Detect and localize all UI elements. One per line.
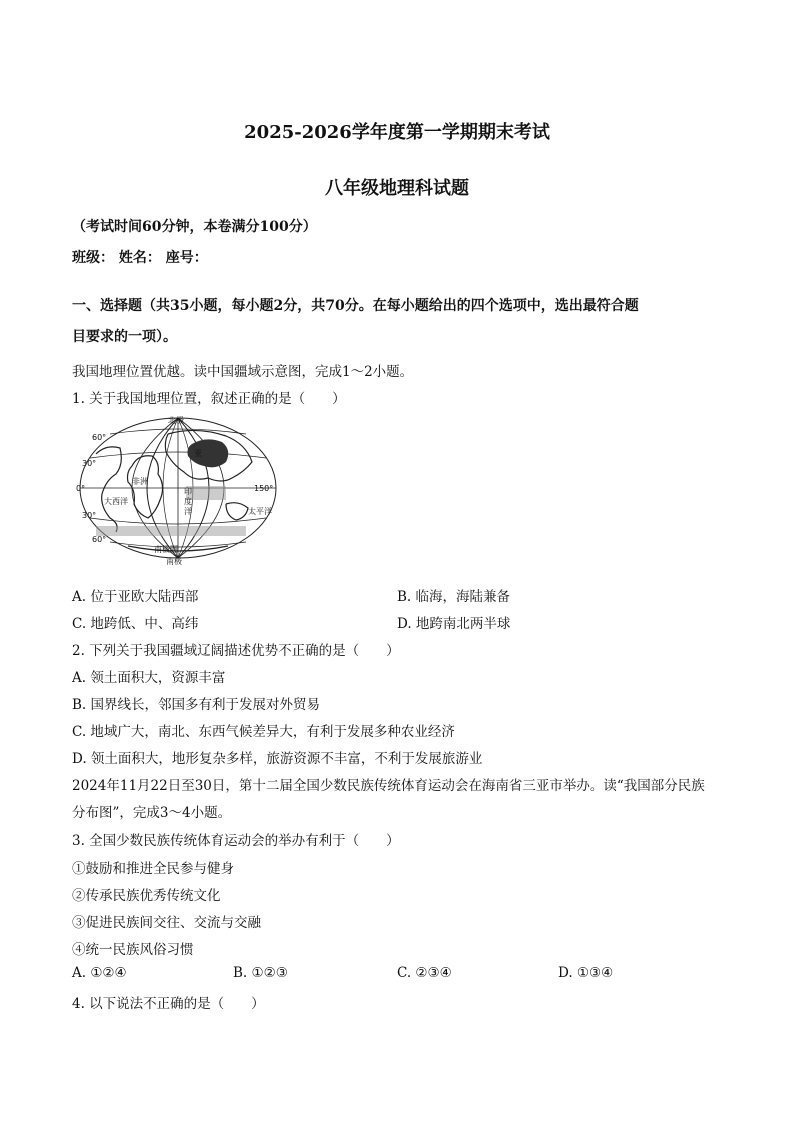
passage-line2: 分布图”，完成3～4小题。 [72, 805, 232, 821]
section-heading-line1: 一、选择题（共35小题，每小题2分，共70分。在每小题给出的四个选项中，选出最符合题 [72, 298, 639, 314]
q2-option-c[interactable]: C. 地域广大，南北、东西气候差异大，有利于发展多种农业经济 [72, 724, 455, 740]
q1-option-d[interactable]: D. 地跨南北两半球 [397, 616, 511, 632]
svg-text:0°: 0° [76, 484, 86, 493]
svg-text:60°: 60° [92, 535, 107, 544]
exam-info: （考试时间60分钟，本卷满分100分） [72, 219, 317, 235]
q1-option-b[interactable]: B. 临海，海陆兼备 [397, 589, 511, 605]
map-label-antarctic-circle: 南极圈 [154, 545, 178, 554]
svg-text:大西洋: 大西洋 [104, 497, 128, 506]
q2-option-b[interactable]: B. 国界线长，邻国多有利于发展对外贸易 [72, 697, 321, 713]
section-heading-line2: 目要求的一项）。 [72, 329, 177, 345]
question-4-stem: 4. 以下说法不正确的是（ ） [72, 996, 265, 1012]
section-intro: 我国地理位置优越。读中国疆域示意图，完成1～2小题。 [72, 364, 414, 380]
q2-option-d[interactable]: D. 领土面积大，地形复杂多样，旅游资源不丰富，不利于发展旅游业 [72, 751, 483, 767]
exam-subtitle: 八年级地理科试题 [325, 178, 469, 199]
china-territory-map [76, 414, 280, 566]
q3-item-4: ④统一民族风俗习惯 [72, 942, 194, 958]
svg-text:印: 印 [184, 487, 192, 496]
map-label-north-pole: 北极 [168, 416, 184, 425]
question-2-stem: 2. 下列关于我国疆域辽阔描述优势不正确的是（ ） [72, 643, 400, 659]
q2-option-a[interactable]: A. 领土面积大，资源丰富 [72, 670, 226, 686]
q3-item-2: ②传承民族优秀传统文化 [72, 888, 221, 904]
passage-line1: 2024年11月22日至30日，第十二届全国少数民族传统体育运动会在海南省三亚市举办。读“我国部分民族 [72, 778, 705, 794]
student-fields: 班级： 姓名： 座号： [72, 250, 208, 266]
question-3-stem: 3. 全国少数民族传统体育运动会的举办有利于（ ） [72, 833, 400, 849]
q3-item-3: ③促进民族间交往、交流与交融 [72, 915, 261, 931]
world-map-figure [76, 414, 280, 566]
map-label-asia: 亚 [194, 449, 202, 458]
svg-text:150°: 150° [254, 484, 274, 493]
map-label-south-pole: 南极 [166, 557, 182, 566]
q3-item-1: ①鼓励和推进全民参与健身 [72, 861, 234, 877]
q3-option-a[interactable]: A. ①②④ [72, 965, 127, 981]
svg-text:30°: 30° [82, 511, 97, 520]
q3-option-c[interactable]: C. ②③④ [397, 965, 452, 981]
q3-option-d[interactable]: D. ①③④ [558, 965, 614, 981]
q1-option-a[interactable]: A. 位于亚欧大陆西部 [72, 589, 199, 605]
svg-text:度: 度 [184, 497, 192, 506]
svg-text:太平洋: 太平洋 [248, 507, 272, 516]
map-label-africa: 非洲 [132, 477, 148, 486]
q3-option-b[interactable]: B. ①②③ [233, 965, 288, 981]
svg-text:30°: 30° [82, 459, 97, 468]
exam-title: 2025-2026学年度第一学期期末考试 [244, 122, 550, 143]
svg-text:60°: 60° [92, 433, 107, 442]
q1-option-c[interactable]: C. 地跨低、中、高纬 [72, 616, 199, 632]
svg-text:洋: 洋 [184, 507, 192, 516]
question-1-stem: 1. 关于我国地理位置，叙述正确的是（ ） [72, 391, 346, 407]
